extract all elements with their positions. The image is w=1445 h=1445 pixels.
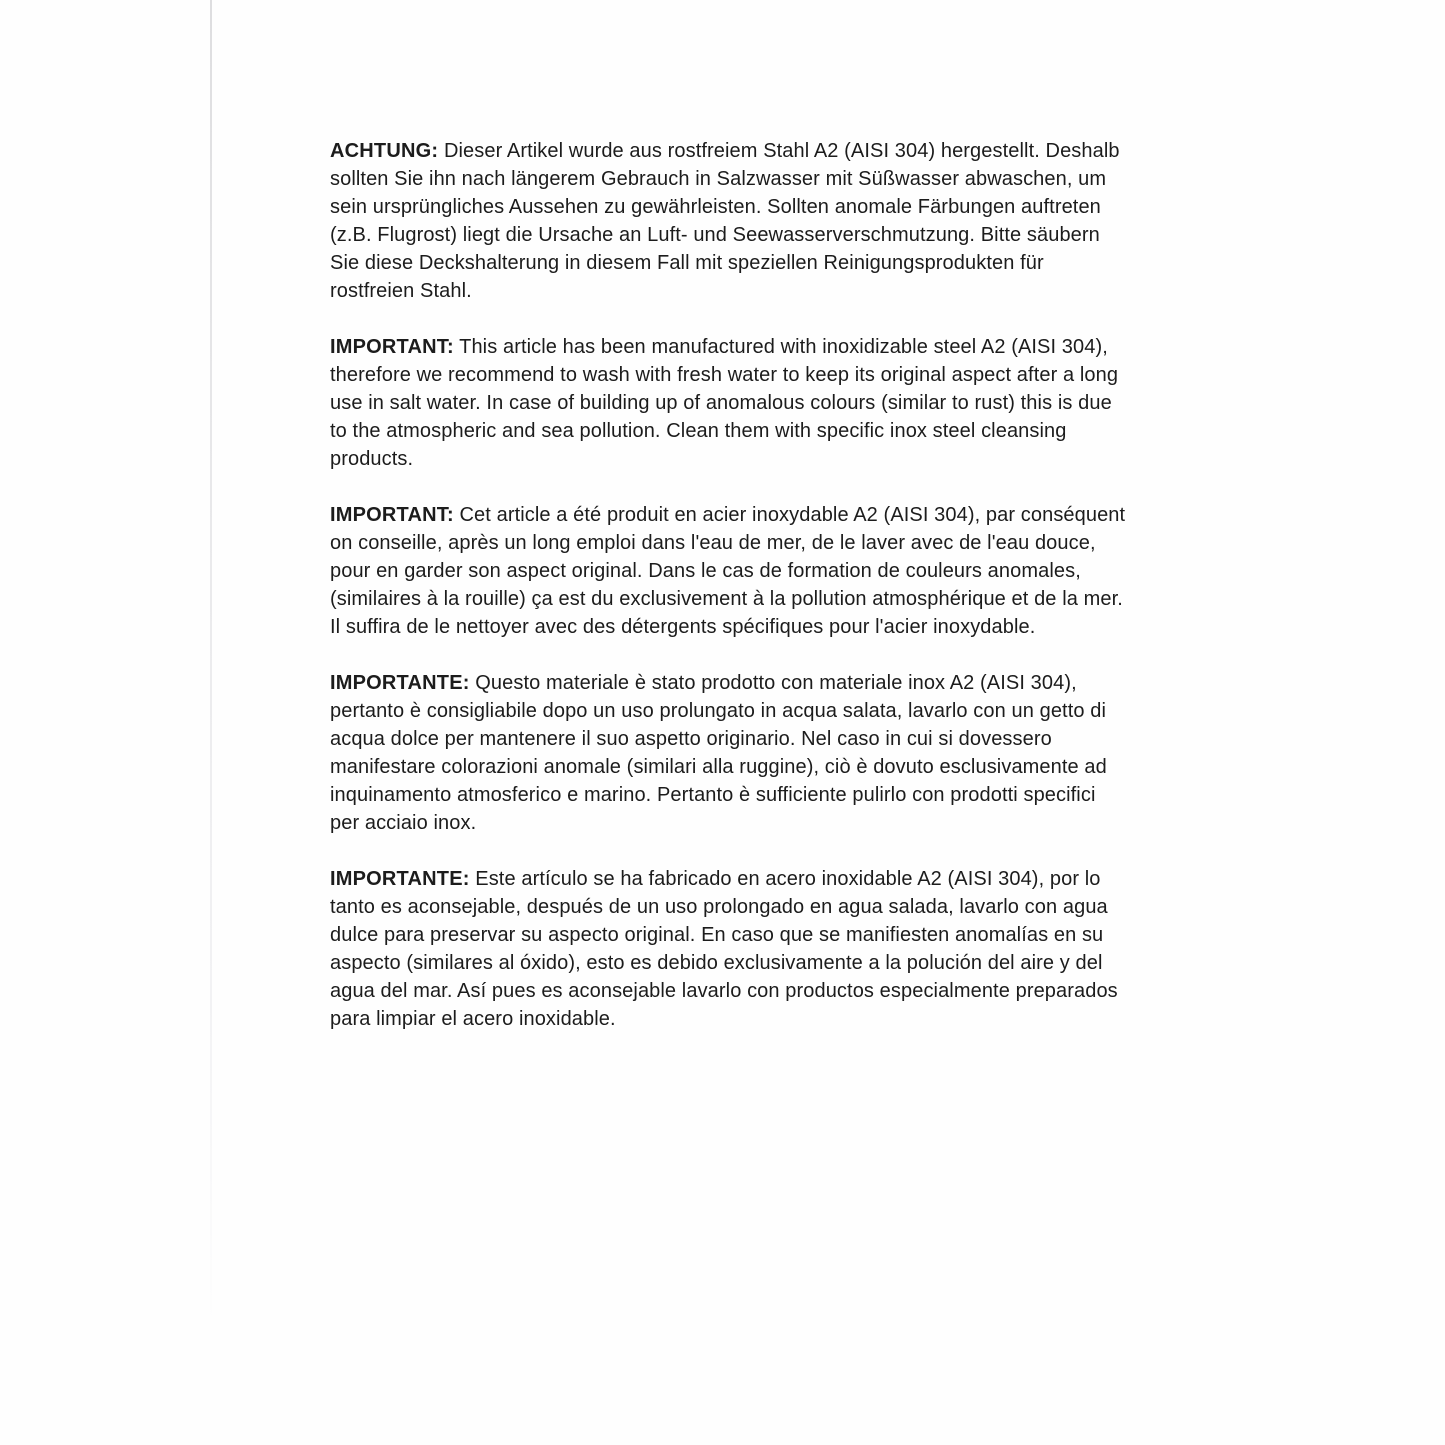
paragraph-label-english: IMPORTANT: xyxy=(330,336,454,358)
page-scan-edge xyxy=(210,0,212,1330)
paragraph-text-english: This article has been manufactured with inoxidizable steel A2 (AISI 304), therefore we recommend to wash with fresh water to keep its original aspect after a long use in salt water. In case of building up of anomalous colours (similar to rust) this is due to the atmospheric and sea pollution. Clean them with specific inox steel cleansing products. xyxy=(330,336,1119,470)
paragraph-italian xyxy=(330,669,1130,837)
paragraph-german xyxy=(330,137,1130,305)
paragraph-text-spanish: Este artículo se ha fabricado en acero inoxidable A2 (AISI 304), por lo tanto es aconsejable, después de un uso prolongado en agua salada, lavarlo con agua dulce para preservar su aspecto original. En caso que se manifiesten anomalías en su aspecto (similares al óxido), esto es debido exclusivamente a la polución del aire y del agua del mar. Así pues es aconsejable lavarlo con productos especialmente preparados para limpiar el acero inoxidable. xyxy=(330,868,1118,1030)
paragraph-text-french: Cet article a été produit en acier inoxydable A2 (AISI 304), par conséquent on conseille, après un long emploi dans l'eau de mer, de le laver avec de l'eau douce, pour en garder son aspect original. Dans le cas de formation de couleurs anomales, (similaires à la rouille) ça est du exclusivement à la pollution atmosphérique et de la mer. Il suffira de le nettoyer avec des détergents spécifiques pour l'acier inoxydable. xyxy=(330,504,1126,638)
paragraph-label-spanish: IMPORTANTE: xyxy=(330,868,470,890)
paragraph-label-french: IMPORTANT: xyxy=(330,504,454,526)
paragraph-french xyxy=(330,501,1130,641)
paragraph-label-german: ACHTUNG: xyxy=(330,140,439,162)
care-instructions xyxy=(330,137,1130,1033)
paragraph-label-italian: IMPORTANTE: xyxy=(330,672,470,694)
paragraph-text-german: Dieser Artikel wurde aus rostfreiem Stahl A2 (AISI 304) hergestellt. Deshalb sollten Sie ihn nach längerem Gebrauch in Salzwasser mit Süßwasser abwaschen, um sein ursprüngliches Aussehen zu gewährleisten. Sollten anomale Färbungen auftreten (z.B. Flugrost) liegt die Ursache an Luft- und Seewasserverschmutzung. Bitte säubern Sie diese Deckshalterung in diesem Fall mit speziellen Reinigungsprodukten für rostfreien Stahl. xyxy=(330,140,1120,302)
paragraph-english xyxy=(330,333,1130,473)
paragraph-text-italian: Questo materiale è stato prodotto con materiale inox A2 (AISI 304), pertanto è consigliabile dopo un uso prolungato in acqua salata, lavarlo con un getto di acqua dolce per mantenere il suo aspetto originario. Nel caso in cui si dovessero manifestare colorazioni anomale (similari alla ruggine), ciò è dovuto esclusivamente ad inquinamento atmosferico e marino. Pertanto è sufficiente pulirlo con prodotti specifici per acciaio inox. xyxy=(330,672,1107,834)
paragraph-spanish xyxy=(330,865,1130,1033)
